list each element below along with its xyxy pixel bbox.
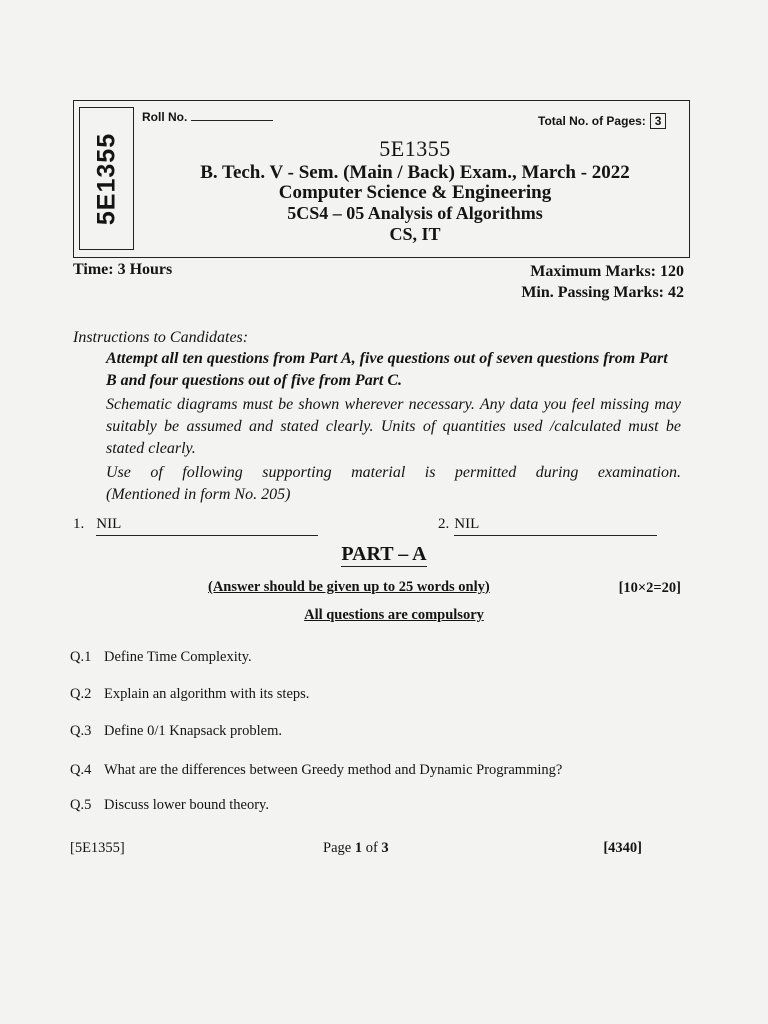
roll-label: Roll No. xyxy=(142,110,188,124)
question-number: Q.1 xyxy=(70,649,92,665)
pages-label: Total No. of Pages: xyxy=(538,114,646,128)
footer-page-number xyxy=(323,840,389,857)
question-text: What are the differences between Greedy method and Dynamic Programming? xyxy=(104,762,563,778)
paper-code: 5E1355 xyxy=(379,136,451,161)
question-number: Q.4 xyxy=(70,762,92,778)
min-passing-marks: Min. Passing Marks: 42 xyxy=(521,284,684,301)
material-item-1-value: NIL xyxy=(96,516,318,536)
exam-title: B. Tech. V - Sem. (Main / Back) Exam., March - 2022 xyxy=(200,162,630,183)
footer-paper-code: [5E1355] xyxy=(70,840,125,856)
branch-name: Computer Science & Engineering xyxy=(278,182,552,203)
maximum-marks: Maximum Marks: 120 xyxy=(530,263,684,280)
streams: CS, IT xyxy=(389,224,441,244)
page-total: 3 xyxy=(381,840,389,856)
question-text: Explain an algorithm with its steps. xyxy=(104,686,310,702)
material-item-2-value: NIL xyxy=(454,516,657,536)
page-of: of xyxy=(362,840,382,856)
question-item xyxy=(70,686,309,703)
material-item-1-num: 1. xyxy=(73,516,85,532)
pages-value: 3 xyxy=(650,113,667,129)
material-item-1 xyxy=(73,516,318,536)
roll-number-field xyxy=(142,110,273,124)
instruction-attempt: Attempt all ten questions from Part A, five questions out of seven questions from Part B and four questions out of five from Part C. xyxy=(106,350,668,389)
question-text: Define 0/1 Knapsack problem. xyxy=(104,723,282,739)
instructions-title: Instructions to Candidates: xyxy=(73,329,249,346)
part-a-marks: [10×2=20] xyxy=(618,580,681,596)
compulsory-note: All questions are compulsory xyxy=(304,607,484,623)
total-pages xyxy=(538,113,666,129)
part-a-title: PART – A xyxy=(341,543,427,565)
page-current: 1 xyxy=(354,840,363,856)
roll-blank-line xyxy=(191,110,273,121)
question-text: Discuss lower bound theory. xyxy=(104,797,269,813)
footer-code-right: [4340] xyxy=(603,840,642,856)
instruction-material: Use of following supporting material is permitted during examination. xyxy=(106,464,681,481)
material-item-2 xyxy=(438,516,657,536)
question-item xyxy=(70,723,282,740)
instruction-form: (Mentioned in form No. 205) xyxy=(106,486,291,503)
side-paper-code: 5E1355 xyxy=(92,132,120,225)
side-paper-code-box xyxy=(79,107,134,250)
question-item xyxy=(70,649,252,666)
material-item-2-num: 2. xyxy=(438,516,450,532)
subject-name: 5CS4 – 05 Analysis of Algorithms xyxy=(287,203,543,223)
answer-length-note: (Answer should be given up to 25 words only) xyxy=(208,579,490,595)
question-number: Q.5 xyxy=(70,797,92,813)
question-item xyxy=(70,762,562,779)
question-number: Q.3 xyxy=(70,723,92,739)
part-a-heading xyxy=(0,543,768,566)
instruction-diagrams: Schematic diagrams must be shown wherever necessary. Any data you feel missing may suitably be assumed and stated clearly. Units of quantities used /calculated must be stated clearly. xyxy=(106,396,681,457)
exam-time: Time: 3 Hours xyxy=(73,261,173,278)
question-text: Define Time Complexity. xyxy=(104,649,252,665)
page-prefix: Page xyxy=(323,840,355,856)
question-number: Q.2 xyxy=(70,686,92,702)
question-item xyxy=(70,797,269,814)
